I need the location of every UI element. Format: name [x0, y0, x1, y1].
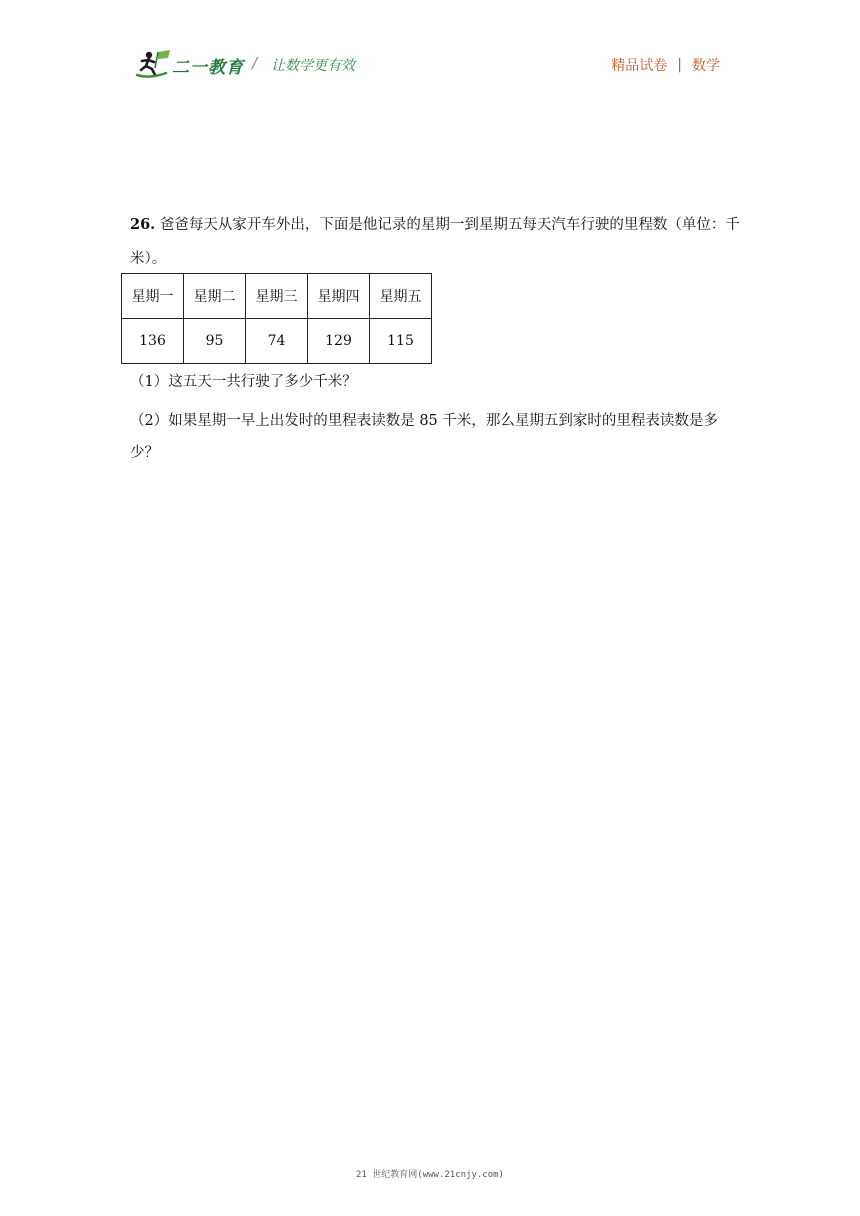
- table-header-cell: 星期二: [184, 274, 246, 319]
- brand-name: 二一教育: [172, 58, 244, 78]
- table-cell: 115: [370, 319, 432, 364]
- table-header-cell: 星期三: [246, 274, 308, 319]
- table-header-row: [122, 274, 432, 319]
- category-divider: |: [677, 57, 682, 73]
- category-label: 精品试卷: [611, 58, 668, 74]
- table-row: [122, 319, 432, 364]
- question-stem: [130, 208, 740, 276]
- running-figure-with-flag-icon: [136, 48, 172, 80]
- table-cell: 74: [246, 319, 308, 364]
- question-text: 爸爸每天从家开车外出，下面是他记录的星期一到星期五每天汽车行驶的里程数（单位：千米）。: [130, 217, 740, 267]
- question-number: 26.: [130, 216, 156, 233]
- table-cell: 95: [184, 319, 246, 364]
- header-category: [611, 55, 720, 75]
- sub-question-1: （1）这五天一共行驶了多少千米？: [130, 374, 357, 390]
- table-header-cell: 星期五: [370, 274, 432, 319]
- subject-label: 数学: [692, 58, 720, 74]
- mileage-table: [121, 273, 432, 364]
- brand-slogan: 让数学更有效: [271, 58, 355, 74]
- header-separator: /: [252, 54, 258, 72]
- table-cell: 136: [122, 319, 184, 364]
- table-cell: 129: [308, 319, 370, 364]
- page-header: [0, 0, 860, 100]
- table-header-cell: 星期一: [122, 274, 184, 319]
- table-header-cell: 星期四: [308, 274, 370, 319]
- page-footer: 21 世纪教育网(www.21cnjy.com): [356, 1170, 504, 1180]
- sub-question-2: （2）如果星期一早上出发时的里程表读数是 85 千米，那么星期五到家时的里程表读数是多少？: [130, 413, 718, 461]
